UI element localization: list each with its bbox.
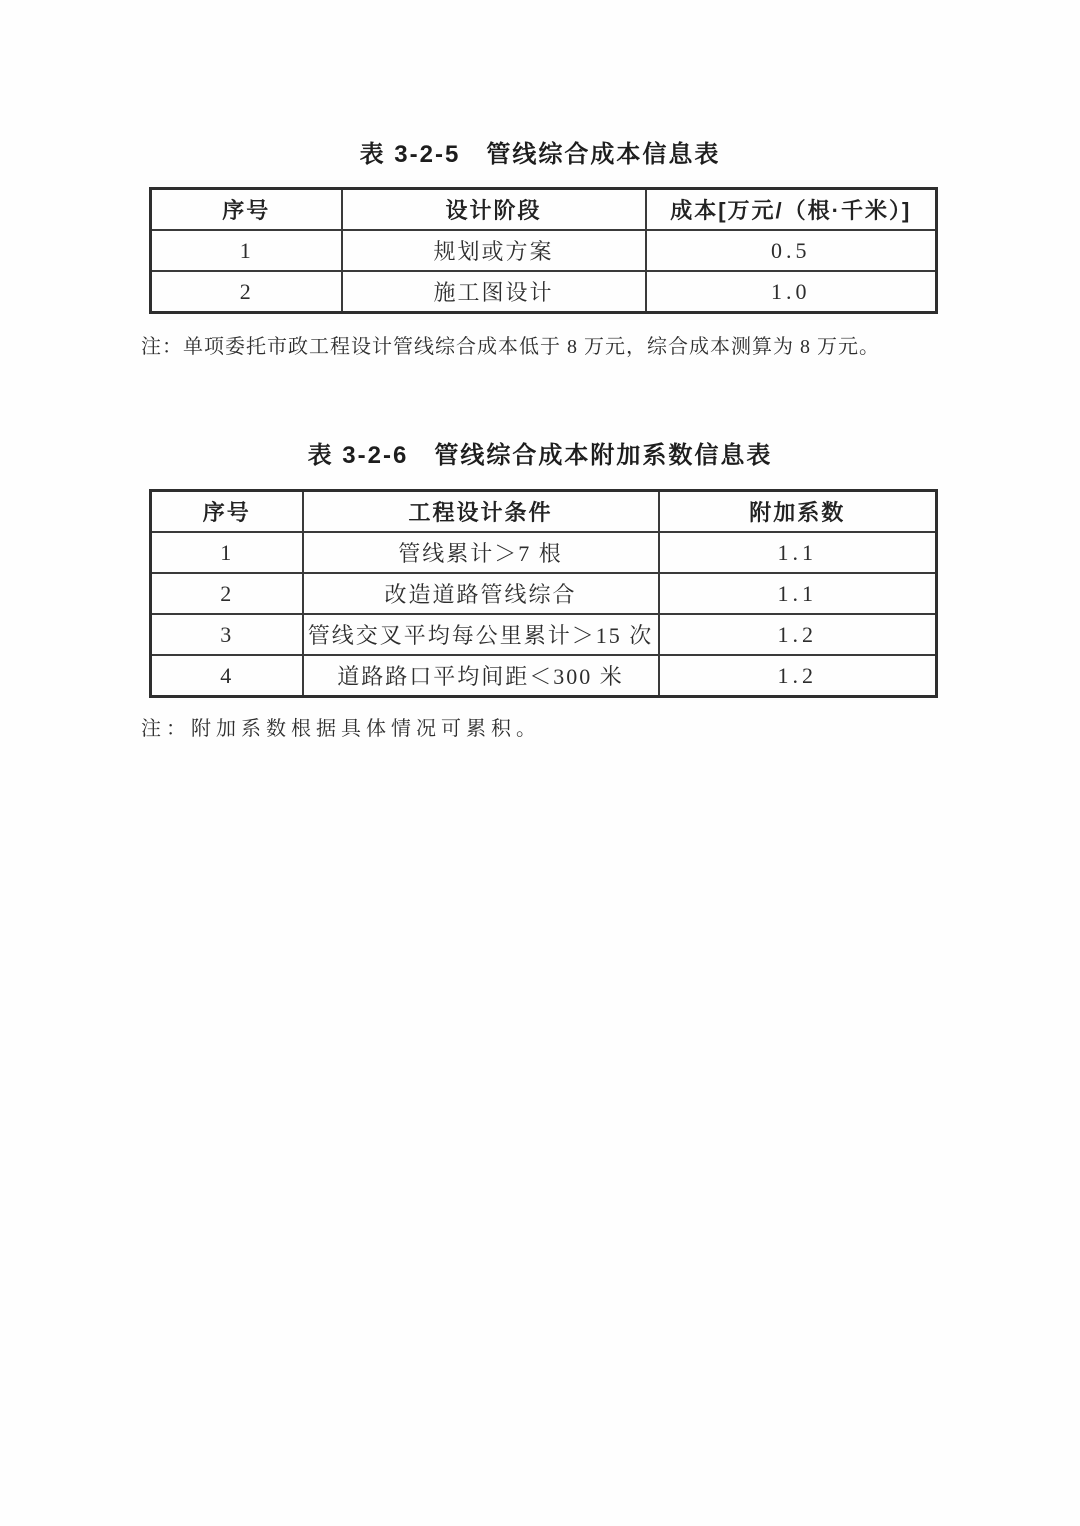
table2-header-coefficient: 附加系数 bbox=[659, 491, 937, 533]
table-row bbox=[151, 573, 937, 614]
table2-header-seq: 序号 bbox=[151, 491, 303, 533]
table-3-2-6-title: 表 3-2-6 管线综合成本附加系数信息表 bbox=[307, 442, 773, 469]
table-row bbox=[151, 655, 937, 697]
table-3-2-5-note: 注：单项委托市政工程设计管线综合成本低于 8 万元，综合成本测算为 8 万元。 bbox=[141, 336, 880, 358]
table-row bbox=[151, 532, 937, 573]
table-3-2-5-title: 表 3-2-5 管线综合成本信息表 bbox=[359, 141, 721, 168]
table2-row1-seq: 1 bbox=[151, 532, 303, 573]
table1-header-seq: 序号 bbox=[151, 189, 342, 231]
table1-row1-stage: 规划或方案 bbox=[342, 230, 646, 271]
table2-header-condition: 工程设计条件 bbox=[303, 491, 659, 533]
table1-row1-cost: 0.5 bbox=[646, 230, 937, 271]
surcharge-coefficient-table bbox=[149, 489, 938, 698]
table2-row1-condition: 管线累计＞7 根 bbox=[303, 532, 659, 573]
table1-row2-stage: 施工图设计 bbox=[342, 271, 646, 313]
table2-row2-condition: 改造道路管线综合 bbox=[303, 573, 659, 614]
table1-row1-seq: 1 bbox=[151, 230, 342, 271]
table1-header-stage: 设计阶段 bbox=[342, 189, 646, 231]
table-row bbox=[151, 271, 937, 313]
table1-header-row bbox=[151, 189, 937, 231]
table2-row3-condition: 管线交叉平均每公里累计＞15 次 bbox=[303, 614, 659, 655]
table2-row2-seq: 2 bbox=[151, 573, 303, 614]
table2-row4-seq: 4 bbox=[151, 655, 303, 697]
table2-row3-coefficient: 1.2 bbox=[659, 614, 937, 655]
table2-header-row bbox=[151, 491, 937, 533]
table-row bbox=[151, 614, 937, 655]
table2-row4-condition: 道路路口平均间距＜300 米 bbox=[303, 655, 659, 697]
table2-row4-coefficient: 1.2 bbox=[659, 655, 937, 697]
pipeline-cost-table bbox=[149, 187, 938, 314]
table1-header-cost: 成本[万元/（根·千米）] bbox=[646, 189, 937, 231]
table1-row2-cost: 1.0 bbox=[646, 271, 937, 313]
table-3-2-6-note: 注：附加系数根据具体情况可累积。 bbox=[141, 718, 541, 740]
table1-row2-seq: 2 bbox=[151, 271, 342, 313]
table2-row2-coefficient: 1.1 bbox=[659, 573, 937, 614]
table2-row1-coefficient: 1.1 bbox=[659, 532, 937, 573]
table2-row3-seq: 3 bbox=[151, 614, 303, 655]
table-row bbox=[151, 230, 937, 271]
